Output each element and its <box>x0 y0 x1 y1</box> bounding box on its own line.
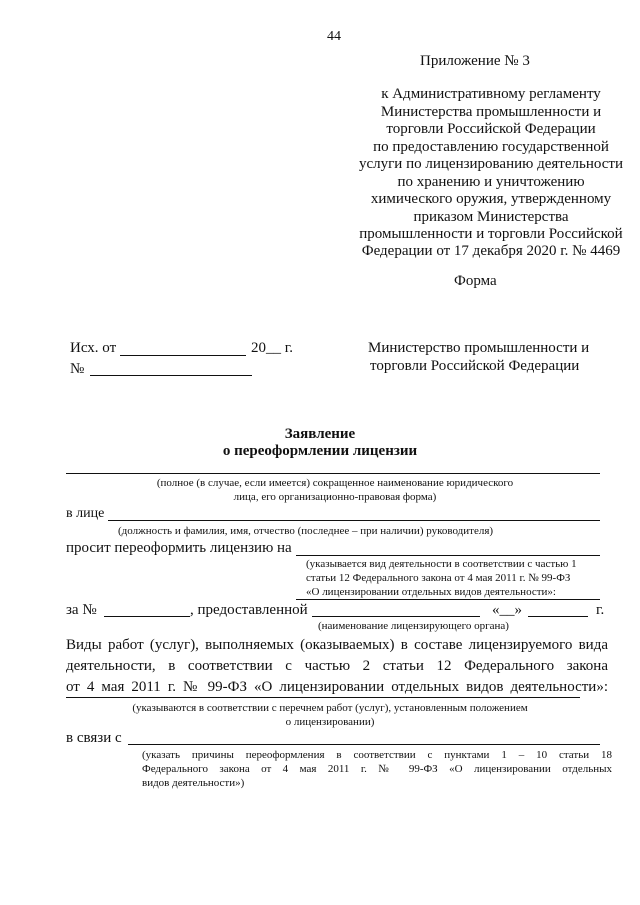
works-line-1: Виды работ (услуг), выполняемых (оказываемых) в составе лицензируемого вида <box>66 637 608 653</box>
appendix-line: приказом Министерства <box>413 209 569 225</box>
recipient-line-2: торговли Российской Федерации <box>370 358 580 374</box>
appendix-title: Приложение № 3 <box>420 53 530 69</box>
activity-field-2[interactable] <box>296 599 600 600</box>
year-suffix: г. <box>596 602 605 618</box>
works-line-3: от 4 мая 2011 г. № 99-ФЗ «О лицензировании отдельных видов деятельности»: <box>66 679 608 695</box>
appendix-line: по хранению и уничтожению <box>397 174 585 190</box>
recipient-line-1: Министерство промышленности и <box>368 340 590 356</box>
reason-hint-3: видов деятельности») <box>142 777 245 789</box>
outgoing-number-label: № <box>70 361 85 377</box>
org-hint-1: (полное (в случае, если имеется) сокращенное наименование юридического <box>156 477 514 489</box>
reason-label: в связи с <box>66 730 122 746</box>
person-hint: (должность и фамилия, имя, отчество (последнее – при наличии) руководителя) <box>118 525 494 537</box>
page-number: 44 <box>327 29 341 44</box>
activity-hint-1: (указывается вид деятельности в соответствии с частью 1 <box>306 558 577 570</box>
appendix-line: услуги по лицензированию деятельности <box>359 156 623 172</box>
date-quote: «__» <box>492 602 522 618</box>
outgoing-year-label: 20__ г. <box>251 340 293 356</box>
reason-hint <box>142 748 612 790</box>
authority-hint: (наименование лицензирующего органа) <box>318 620 509 632</box>
appendix-line: промышленности и торговли Российской <box>359 226 623 242</box>
person-label: в лице <box>66 506 105 521</box>
request-label: просит переоформить лицензию на <box>66 540 292 556</box>
appendix-line: Федерации от 17 декабря 2020 г. № 4469 <box>361 243 621 259</box>
license-date-field[interactable] <box>528 616 588 617</box>
reason-hint-1: (указать причины переоформления в соответствии с пунктами 1 – 10 статьи 18 <box>142 749 612 761</box>
license-number-label: за № <box>66 602 97 618</box>
org-name-field[interactable] <box>66 473 600 474</box>
appendix-line: к Административному регламенту <box>381 86 601 102</box>
reason-hint-2: Федерального закона от 4 мая 2011 г. № 99-ФЗ «О лицензировании отдельных <box>142 763 612 775</box>
statement-subtitle: о переоформлении лицензии <box>222 443 418 459</box>
person-field[interactable] <box>108 520 600 521</box>
authority-field[interactable] <box>312 616 480 617</box>
license-number-field[interactable] <box>104 616 190 617</box>
works-field[interactable] <box>66 697 580 698</box>
activity-hint-3: «О лицензировании отдельных видов деятельности»: <box>306 586 556 598</box>
works-hint-2: о лицензировании) <box>285 716 375 728</box>
outgoing-date-field[interactable] <box>120 355 246 356</box>
reason-field[interactable] <box>128 744 600 745</box>
appendix-line: по предоставлению государственной <box>373 139 609 155</box>
activity-hint-2: статьи 12 Федерального закона от 4 мая 2011 г. № 99-ФЗ <box>306 572 571 584</box>
appendix-line: торговли Российской Федерации <box>386 121 596 137</box>
appendix-line: химического оружия, утвержденному <box>370 191 612 207</box>
org-hint-2: лица, его организационно-правовая форма) <box>233 491 437 503</box>
statement-title: Заявление <box>284 426 356 442</box>
issued-label: , предоставленной <box>190 602 308 618</box>
outgoing-ref-label: Исх. от <box>70 340 117 356</box>
activity-field[interactable] <box>296 555 600 556</box>
form-label: Форма <box>454 273 497 289</box>
works-hint-1: (указываются в соответствии с перечнем работ (услуг), установленным положением <box>132 702 528 714</box>
works-line-2: деятельности, в соответствии с частью 2 статьи 12 Федерального закона <box>66 658 608 674</box>
outgoing-number-field[interactable] <box>90 375 252 376</box>
appendix-line: Министерства промышленности и <box>380 104 602 120</box>
